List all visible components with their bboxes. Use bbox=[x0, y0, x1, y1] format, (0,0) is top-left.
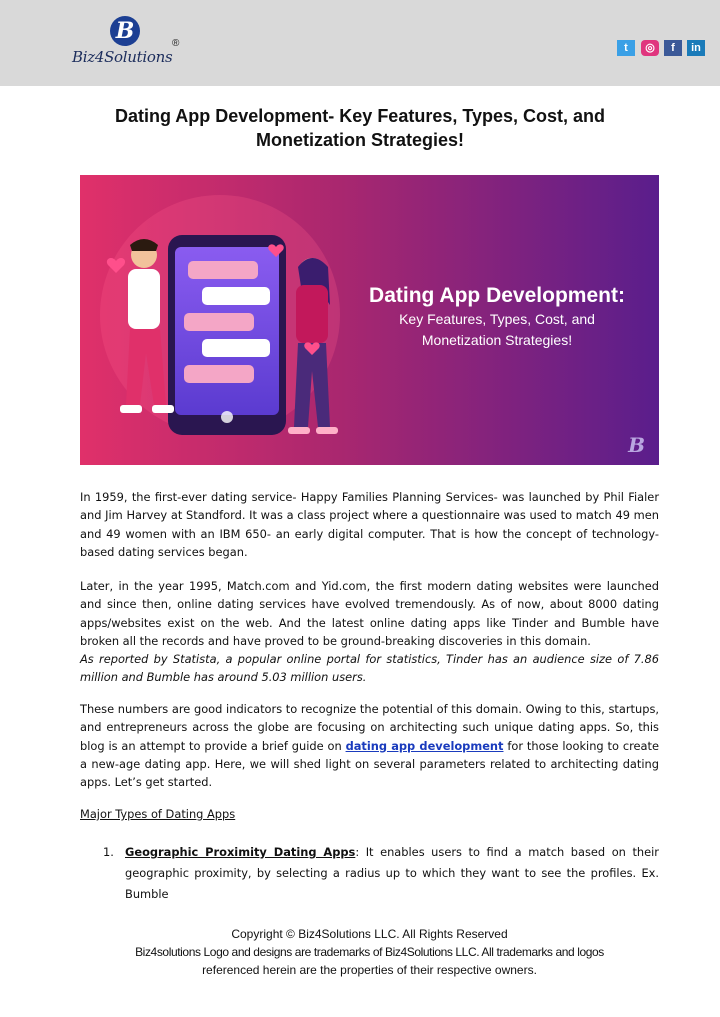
page-header bbox=[0, 0, 720, 86]
registered-mark: ® bbox=[172, 38, 180, 49]
paragraph-modern-dating bbox=[80, 577, 659, 687]
list-item-term: Geographic Proximity Dating Apps bbox=[125, 845, 356, 859]
banner-subtitle-line1: Key Features, Types, Cost, and bbox=[399, 311, 595, 327]
banner-text bbox=[362, 283, 632, 350]
banner-watermark-icon: B bbox=[628, 433, 645, 457]
paragraph-guide-intro bbox=[80, 700, 659, 791]
logo-mark-icon: B bbox=[110, 16, 140, 46]
biz4solutions-logo[interactable] bbox=[72, 14, 187, 72]
guide-intro-text: These numbers are good indicators to recognize the potential of this domain. Owing to this, startups, and entrepreneurs across the globe are focusing on architecting such unique dating apps. So, this blog is an attempt to provide a brief guide on bbox=[80, 702, 659, 753]
section-subheading: Major Types of Dating Apps bbox=[80, 807, 236, 821]
page-footer bbox=[80, 925, 659, 979]
paragraph-modern-dating-text: Later, in the year 1995, Match.com and Yid.com, the first modern dating websites were launched and since then, online dating services have evolved tremendously. As of now, about 8000 dating apps/websites exist on the web. And the latest online dating apps like Tinder and Bumble have broken all the records and have proved to be ground-breaking discoveries in this domain. bbox=[80, 579, 659, 648]
facebook-icon[interactable]: f bbox=[664, 40, 682, 56]
list-item-number: 1. bbox=[103, 845, 114, 859]
paragraph-history: In 1959, the first-ever dating service- Happy Families Planning Services- was launched by Phil Fialer and Jim Harvey at Standford. It was a class project where a questionnaire was used to match 49 men and 49 women with an IBM 650- an early digital computer. That is how the concept of technology-based dating services began. bbox=[80, 490, 659, 559]
page-title: Dating App Development- Key Features, Types, Cost, and Monetization Strategies! bbox=[114, 106, 606, 150]
dating-app-development-link[interactable]: dating app development bbox=[345, 738, 504, 753]
banner-subtitle-line2: Monetization Strategies! bbox=[421, 332, 573, 348]
list-item-text: : It enables users to find a match based on their geographic proximity, by selecting a radius up to which they want to see the profiles. Ex. Bumble bbox=[125, 845, 659, 901]
twitter-icon[interactable]: t bbox=[617, 40, 635, 56]
linkedin-icon[interactable]: in bbox=[687, 40, 705, 56]
logo-text: Biz4Solutions bbox=[72, 48, 173, 66]
banner-heading: Dating App Development: bbox=[369, 284, 625, 307]
guide-intro-text-end: for those looking to create a new-age dating app. Here, we will shed light on several parameters related to architecting dating apps. Let’s get started. bbox=[80, 738, 659, 790]
instagram-icon[interactable]: ◎ bbox=[641, 40, 659, 56]
hero-banner bbox=[80, 175, 659, 465]
list-item-body bbox=[125, 842, 659, 905]
statista-quote: As reported by Statista, a popular online portal for statistics, Tinder has an audience size of 7.86 million and Bumble has around 5.03 million users. bbox=[80, 652, 659, 685]
trademark-text: Biz4solutions Logo and designs are trademarks of Biz4Solutions LLC. All trademarks and logos bbox=[135, 945, 604, 959]
copyright-text: Copyright © Biz4Solutions LLC. All Rights Reserved bbox=[231, 927, 508, 941]
trademark-text-2: referenced herein are the properties of their respective owners. bbox=[202, 963, 537, 977]
